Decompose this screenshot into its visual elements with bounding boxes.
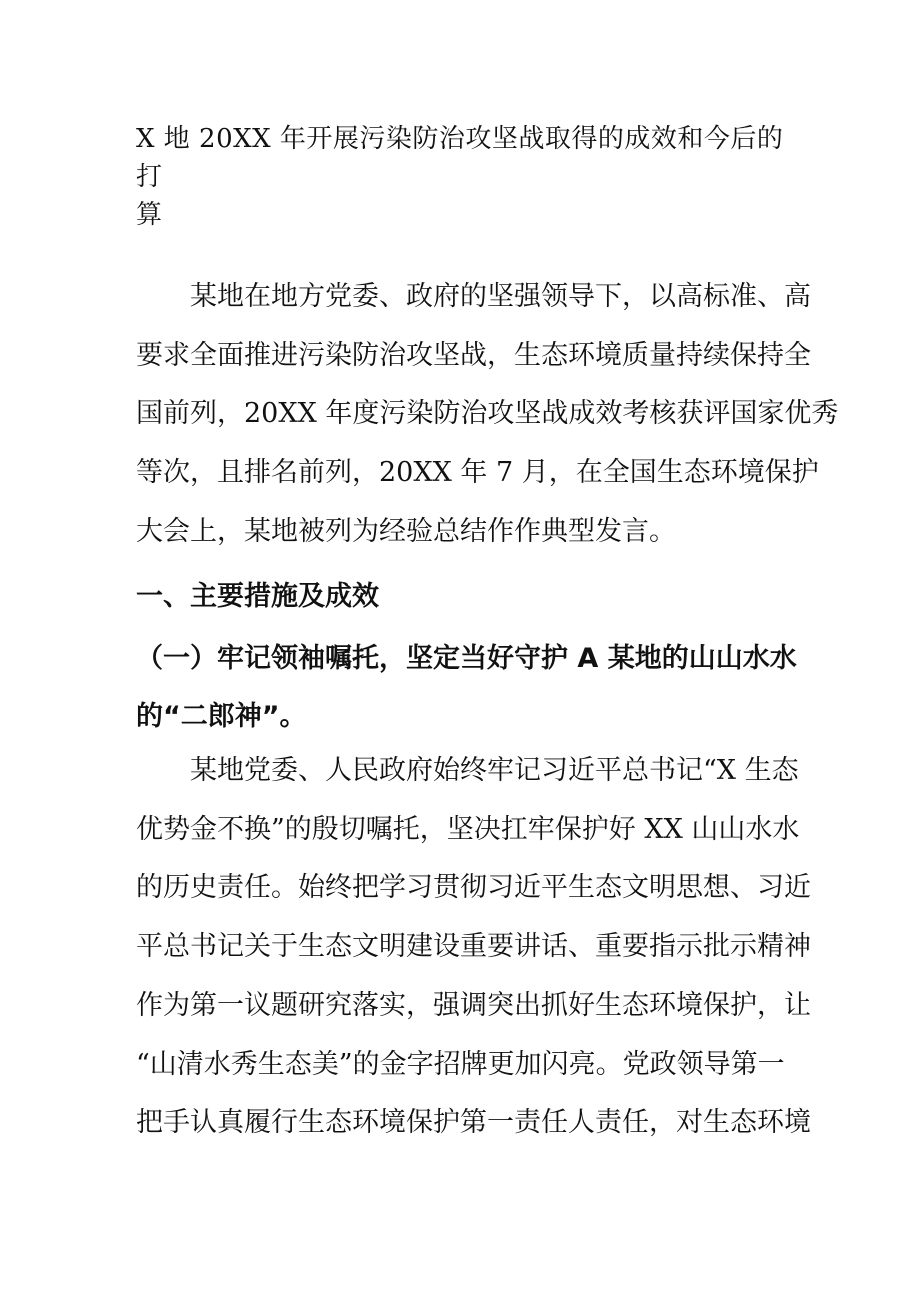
body-line-2: 优势金不换”的殷切嘱托，坚决扛牢保护好 XX 山山水水	[136, 813, 800, 845]
subsection-heading-line-1: （一）牢记领袖嘱托，坚定当好守护 A 某地的山山水水	[136, 643, 797, 674]
intro-line-5: 大会上，某地被列为经验总结作作典型发言。	[136, 515, 676, 547]
subsection-heading	[136, 630, 806, 746]
body-line-5: 作为第一议题研究落实，强调突出抓好生态环境保护，让	[136, 989, 811, 1021]
section-heading: 一、主要措施及成效	[136, 581, 379, 612]
subsection-heading-line-2: 的“二郎神”。	[136, 701, 307, 732]
intro-line-3: 国前列，20XX 年度污染防治攻坚战成效考核获评国家优秀	[136, 398, 839, 430]
intro-line-4: 等次，且排名前列，20XX 年 7 月，在全国生态环境保护	[136, 457, 819, 489]
body-line-3: 的历史责任。始终把学习贯彻习近平生态文明思想、习近	[136, 872, 811, 904]
body-line-1: 某地党委、人民政府始终牢记习近平总书记“X 生态	[190, 755, 799, 786]
intro-line-1: 某地在地方党委、政府的坚强领导下，以高标准、高	[190, 281, 811, 312]
intro-paragraph	[136, 268, 839, 562]
body-line-7: 把手认真履行生态环境保护第一责任人责任，对生态环境	[136, 1107, 811, 1139]
body-line-4: 平总书记关于生态文明建设重要讲话、重要指示批示精神	[136, 931, 811, 963]
body-line-6: “山清水秀生态美”的金字招牌更加闪亮。党政领导第一	[136, 1048, 785, 1080]
title-line-2: 算	[136, 200, 163, 230]
body-paragraph	[136, 742, 811, 1153]
document-title	[136, 120, 796, 234]
intro-line-2: 要求全面推进污染防治攻坚战，生态环境质量持续保持全	[136, 339, 811, 371]
title-line-1: X 地 20XX 年开展污染防治攻坚战取得的成效和今后的打	[136, 124, 784, 192]
